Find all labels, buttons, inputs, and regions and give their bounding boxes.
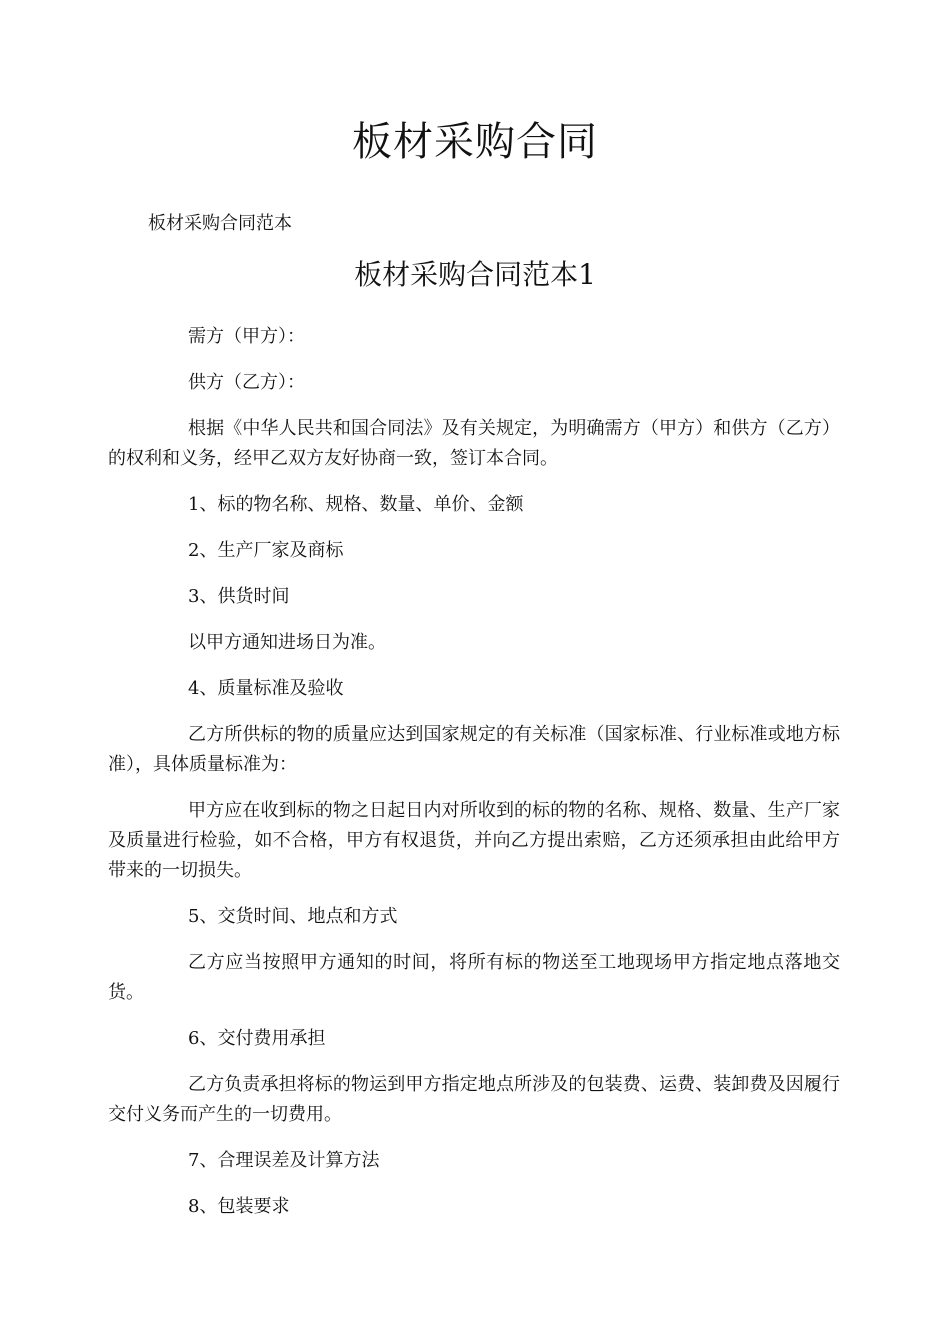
clause-4-heading: 4、质量标准及验收	[188, 678, 344, 699]
clause-4-body-standard: 乙方所供标的物的质量应达到国家规定的有关标准（国家标准、行业标准或地方标准），具体质量标准为：	[108, 724, 840, 775]
clause-4-body-inspection: 甲方应在收到标的物之日起日内对所收到的标的物的名称、规格、数量、生产厂家及质量进行检验，如不合格，甲方有权退货，并向乙方提出索赔，乙方还须承担由此给甲方带来的一切损失。	[108, 800, 840, 881]
clause-1-heading: 1、标的物名称、规格、数量、单价、金额	[188, 494, 524, 515]
clause-2-heading: 2、生产厂家及商标	[188, 540, 344, 561]
paragraph-supplier: 供方（乙方）：	[188, 372, 305, 393]
document-title: 板材采购合同	[352, 119, 598, 165]
document-subtitle: 板材采购合同范本	[148, 213, 292, 234]
paragraph-preamble: 根据《中华人民共和国合同法》及有关规定，为明确需方（甲方）和供方（乙方）的权利和义务，经甲乙双方友好协商一致，签订本合同。	[108, 418, 840, 469]
paragraph-buyer: 需方（甲方）：	[188, 326, 305, 347]
clause-8-heading: 8、包装要求	[188, 1196, 290, 1217]
clause-3-heading: 3、供货时间	[188, 586, 290, 607]
clause-5-body: 乙方应当按照甲方通知的时间，将所有标的物送至工地现场甲方指定地点落地交货。	[108, 952, 840, 1003]
clause-6-body: 乙方负责承担将标的物运到甲方指定地点所涉及的包装费、运费、装卸费及因履行交付义务而产生的一切费用。	[108, 1074, 840, 1125]
clause-3-body: 以甲方通知进场日为准。	[188, 632, 386, 653]
clause-6-heading: 6、交付费用承担	[188, 1028, 326, 1049]
section-title: 板材采购合同范本1	[354, 258, 596, 291]
clause-7-heading: 7、合理误差及计算方法	[188, 1150, 380, 1171]
document-body	[108, 322, 840, 1238]
clause-5-heading: 5、交货时间、地点和方式	[188, 906, 398, 927]
